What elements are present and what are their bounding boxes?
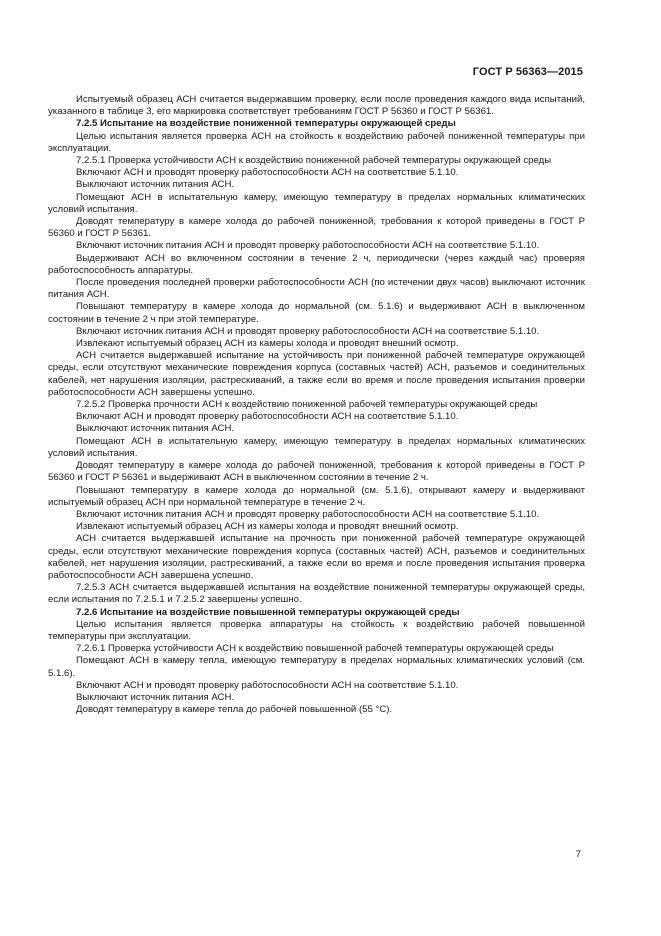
- body-paragraph: Извлекают испытуемый образец АСН из камеры холода и проводят внешний осмотр.: [76, 338, 459, 350]
- body-paragraph: Помещают АСН в камеру тепла, имеющую температуру в пределах нормальных климатических условий (см. 5.1.6).: [48, 655, 585, 679]
- section-heading: 7.2.6 Испытание на воздействие повышенной температуры окружающей среды: [76, 606, 460, 618]
- body-paragraph: Целью испытания является проверка аппаратуры на стойкость к воздействию рабочей повышенной температуры при эксплуатации.: [48, 618, 585, 642]
- body-paragraph: АСН считается выдержавшей испытание на прочность при пониженной рабочей температуре окружающей среды, если отсутствуют механические повреждения корпуса (составных частей) АСН, разъемов и соединительных кабелей, нет нарушения изоляции, растрескиваний, а также если во время и после проведения испытания проверка работоспособности АСН завершена успешно.: [48, 533, 585, 581]
- body-paragraph: Включают АСН и проводят проверку работоспособности АСН на соответствие 5.1.10.: [76, 411, 459, 423]
- body-paragraph: Повышают температуру в камере холода до нормальной (см. 5.1.6) и выдерживают АСН в выключенном состоянии в течение 2 ч при этой температуре.: [48, 301, 585, 325]
- section-heading: 7.2.5 Испытание на воздействие пониженной температуры окружающей среды: [76, 118, 456, 130]
- body-paragraph: Включают источник питания АСН и проводят проверку работоспособности АСН на соответствие 5.1.10.: [76, 325, 540, 337]
- body-paragraph: Выдерживают АСН во включенном состоянии в течение 2 ч, периодически (через каждый час) проверяя работоспособность аппаратуры.: [48, 252, 585, 276]
- body-paragraph: Помещают АСН в испытательную камеру, имеющую температуру в пределах нормальных климатических условий испытания.: [48, 191, 585, 215]
- body-paragraph: АСН считается выдержавшей испытание на устойчивость при пониженной рабочей температуре окружающей среды, если отсутствуют механические повреждения корпуса (составных частей) АСН, разъемов и соединительных кабелей, нет нарушения изоляции, растрескиваний, а также если во время и после проведения испытания проверки работоспособности АСН завершены успешно.: [48, 350, 585, 398]
- body-paragraph: Испытуемый образец АСН считается выдержавшим проверку, если после проведения каждого вида испытаний, указанного в таблице 3, его маркировка соответствует требованиям ГОСТ Р 56360 и ГОСТ Р 56361.: [48, 94, 585, 118]
- document-id-header: ГОСТ Р 56363—2015: [472, 66, 583, 78]
- body-paragraph: Повышают температуру в камере холода до нормальной (см. 5.1.6), открывают камеру и выдерживают испытуемый образец АСН при нормальной температуре в течение 2 ч.: [48, 484, 585, 508]
- body-paragraph: Выключают источник питания АСН.: [76, 179, 235, 191]
- body-paragraph: Целью испытания является проверка АСН на стойкость к воздействию рабочей пониженной температуры при эксплуатации.: [48, 130, 585, 154]
- body-paragraph: Извлекают испытуемый образец АСН из камеры холода и проводят внешний осмотр.: [76, 521, 459, 533]
- body-paragraph: Включают АСН и проводят проверку работоспособности АСН на соответствие 5.1.10.: [76, 167, 459, 179]
- body-paragraph: Включают АСН и проводят проверку работоспособности АСН на соответствие 5.1.10.: [76, 679, 459, 691]
- body-paragraph: 7.2.5.3 АСН считается выдержавшей испытания на воздействие пониженной температуры окружающей среды, если испытания по 7.2.5.1 и 7.2.5.2 завершены успешно.: [48, 582, 585, 606]
- body-paragraph: Доводят температуру в камере холода до рабочей пониженной, требования к которой приведены в ГОСТ Р 56360 и ГОСТ Р 56361.: [48, 216, 585, 240]
- body-paragraph: 7.2.6.1 Проверка устойчивости АСН к воздействию повышенной рабочей температуры окружающей среды: [76, 643, 554, 655]
- page-number: 7: [575, 849, 581, 860]
- body-paragraph: Выключают источник питания АСН.: [76, 691, 235, 703]
- body-paragraph: После проведения последней проверки работоспособности АСН (по истечении двух часов) выключают источник питания АСН.: [48, 277, 585, 301]
- body-paragraph: Доводят температуру в камере холода до рабочей пониженной, требования к которой приведены в ГОСТ Р 56360 и ГОСТ Р 56361 и выдерживают АСН в выключенном состоянии в течение 2 ч.: [48, 460, 585, 484]
- body-paragraph: 7.2.5.1 Проверка устойчивости АСН к воздействию пониженной рабочей температуры окружающей среды: [76, 155, 552, 167]
- body-paragraph: Включают источник питания АСН и проводят проверку работоспособности АСН на соответствие 5.1.10.: [76, 508, 540, 520]
- body-paragraph: Доводят температуру в камере тепла до рабочей повышенной (55 °С).: [76, 704, 393, 716]
- body-paragraph: 7.2.5.2 Проверка прочности АСН к воздействию пониженной рабочей температуры окружающей среды: [76, 399, 538, 411]
- body-paragraph: Выключают источник питания АСН.: [76, 423, 235, 435]
- body-paragraph: Включают источник питания АСН и проводят проверку работоспособности АСН на соответствие 5.1.10.: [76, 240, 540, 252]
- body-paragraph: Помещают АСН в испытательную камеру, имеющую температуру в пределах нормальных климатических условий испытания.: [48, 435, 585, 459]
- document-body: [48, 94, 585, 716]
